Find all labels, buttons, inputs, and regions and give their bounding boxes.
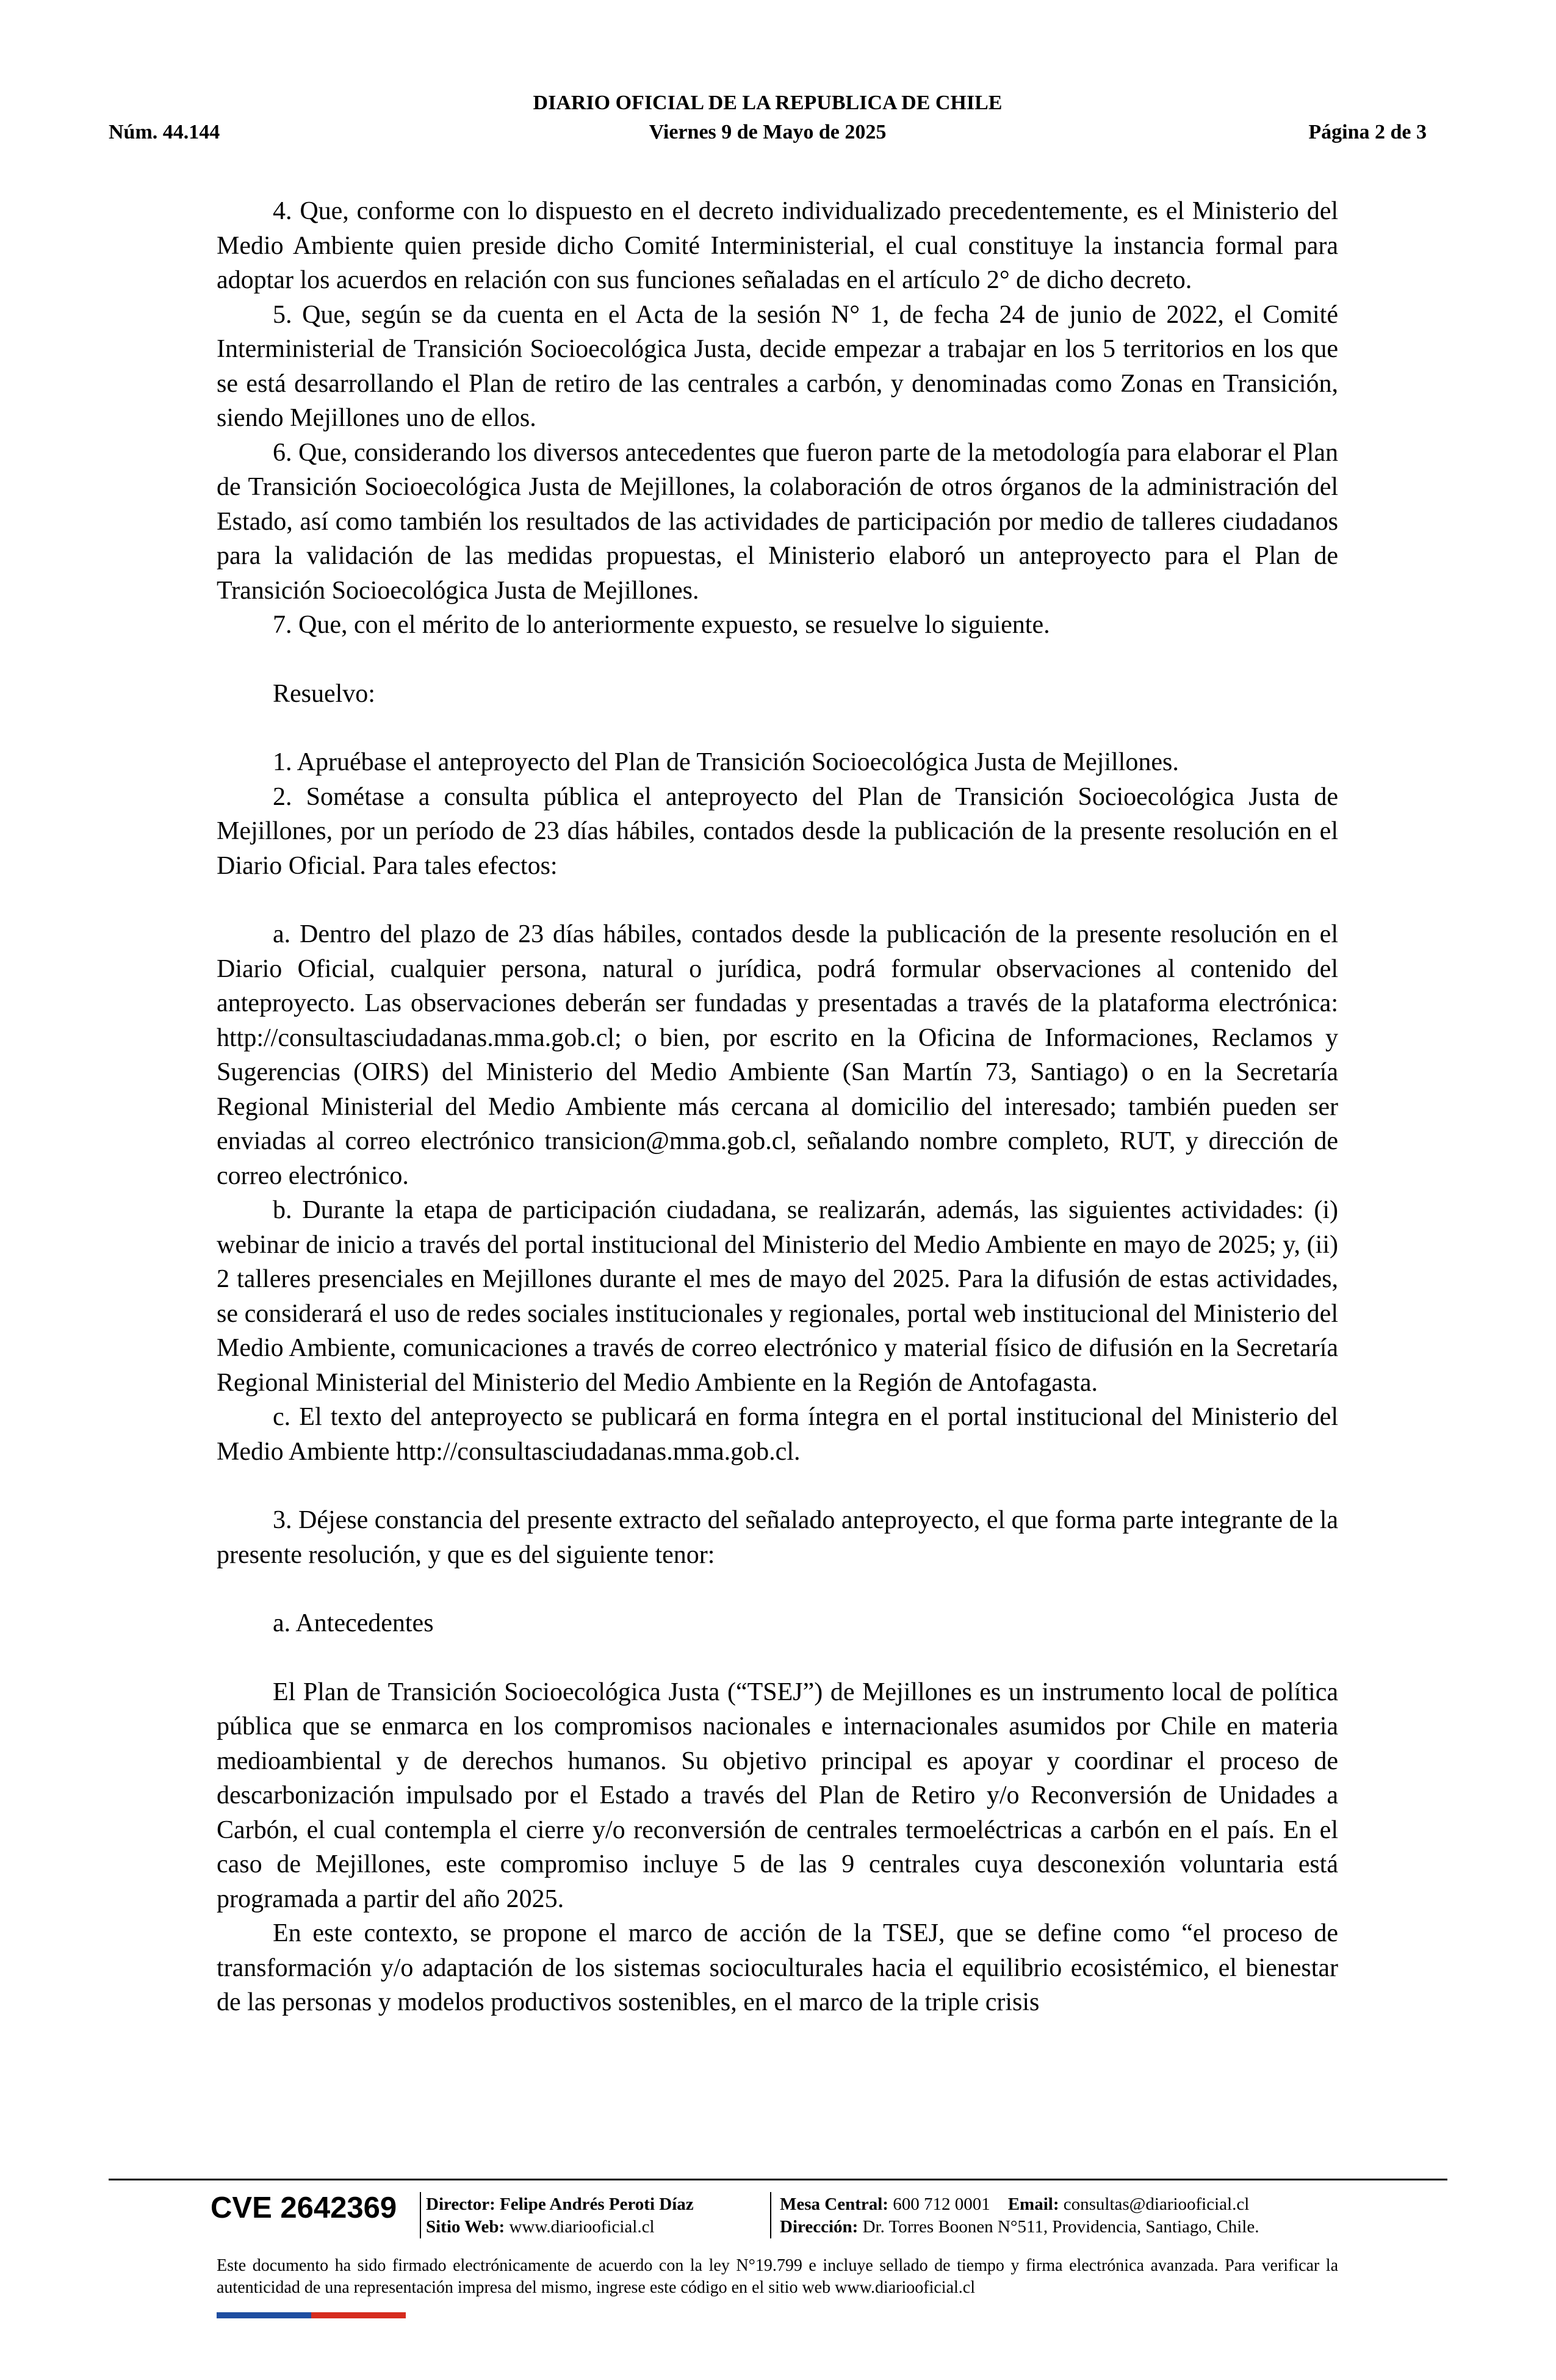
page-header (109, 92, 1427, 153)
footer-separator (770, 2192, 771, 2238)
publication-title: DIARIO OFICIAL DE LA REPUBLICA DE CHILE (533, 92, 1003, 114)
flag-bar-blue (217, 2312, 311, 2318)
page-number: Página 2 de 3 (1308, 121, 1427, 143)
cve-code: CVE 2642369 (211, 2191, 397, 2224)
paragraph-resuelvo: Resuelvo: (273, 679, 375, 708)
paragraph-considerando-6: 6. Que, considerando los diversos antecedentes que fueron parte de la metodología para elaborar el Plan de Transición Socioecológica Justa de Mejillones, la colaboración de otros órganos de la administración del Estado, así como también los resultados de las actividades de participación por medio de talleres ciudadanos para la validación de las medidas propuestas, el Ministerio elaboró un anteproyecto para el Plan de Transición Socioecológica Justa de Mejillones. (217, 438, 1338, 605)
issue-date: Viernes 9 de Mayo de 2025 (649, 121, 887, 143)
footer-divider (109, 2179, 1447, 2180)
footer-director-block (426, 2193, 694, 2238)
email-label: Email: (1007, 2194, 1059, 2214)
paragraph-resolucion-3: 3. Déjese constancia del presente extracto del señalado anteproyecto, el que forma parte integrante de la presente resolución, y que es del siguiente tenor: (217, 1506, 1338, 1569)
flag-bar-red (311, 2312, 406, 2318)
director-name: Felipe Andrés Peroti Díaz (500, 2194, 694, 2214)
footer-contact-block (780, 2193, 1259, 2238)
document-body (217, 194, 1338, 2020)
website-label: Sitio Web: (426, 2217, 505, 2237)
address-value: Dr. Torres Boonen N°511, Providencia, Santiago, Chile. (862, 2217, 1259, 2237)
issue-number: Núm. 44.144 (109, 121, 220, 143)
section-heading-antecedentes: a. Antecedentes (273, 1609, 434, 1637)
mesa-central-label: Mesa Central: (780, 2194, 888, 2214)
paragraph-antecedentes-2: En este contexto, se propone el marco de acción de la TSEJ, que se define como “el proceso de transformación y/o adaptación de los sistemas socioculturales hacia el equilibrio ecosistémico, el bienestar de las personas y modelos productivos sostenibles, en el marco de la triple crisis (217, 1919, 1338, 2016)
flag-color-bar (217, 2312, 406, 2318)
email-link[interactable]: consultas@diariooficial.cl (1063, 2194, 1250, 2214)
paragraph-resolucion-1: 1. Apruébase el anteproyecto del Plan de Transición Socioecológica Justa de Mejillones. (273, 748, 1179, 776)
mesa-central-phone: 600 712 0001 (893, 2194, 990, 2214)
footer-disclaimer: Este documento ha sido firmado electrónicamente de acuerdo con la ley N°19.799 e incluye sellado de tiempo y firma electrónica avanzada. Para verificar la autenticidad de una representación impresa del mismo, ingrese este código en el sitio web www.diariooficial.cl (217, 2256, 1338, 2297)
website-link[interactable]: www.diariooficial.cl (509, 2217, 655, 2237)
paragraph-resolucion-2: 2. Sométase a consulta pública el anteproyecto del Plan de Transición Socioecológica Justa de Mejillones, por un período de 23 días hábiles, contados desde la publicación de la presente resolución en el Diario Oficial. Para tales efectos: (217, 782, 1338, 880)
paragraph-item-b: b. Durante la etapa de participación ciudadana, se realizarán, además, las siguientes actividades: (i) webinar de inicio a través del portal institucional del Ministerio del Medio Ambiente en mayo de 2025; y, (ii) 2 talleres presenciales en Mejillones durante el mes de mayo del 2025. Para la difusión de estas actividades, se considerará el uso de redes sociales institucionales y regionales, portal web institucional del Ministerio del Medio Ambiente, comunicaciones a través de correo electrónico y material físico de difusión en la Secretaría Regional Ministerial del Ministerio del Medio Ambiente en la Región de Antofagasta. (217, 1196, 1338, 1397)
paragraph-considerando-5: 5. Que, según se da cuenta en el Acta de la sesión N° 1, de fecha 24 de junio de 2022, el Comité Interministerial de Transición Socioecológica Justa, decide empezar a trabajar en los 5 territorios en los que se está desarrollando el Plan de retiro de las centrales a carbón, y denominadas como Zonas en Transición, siendo Mejillones uno de ellos. (217, 300, 1338, 432)
paragraph-item-c: c. El texto del anteproyecto se publicará en forma íntegra en el portal institucional del Ministerio del Medio Ambiente http://consultasciudadanas.mma.gob.cl. (217, 1403, 1338, 1466)
paragraph-item-a: a. Dentro del plazo de 23 días hábiles, contados desde la publicación de la presente resolución en el Diario Oficial, cualquier persona, natural o jurídica, podrá formular observaciones al contenido del anteproyecto. Las observaciones deberán ser fundadas y presentadas a través de la plataforma electrónica: http://consultasciudadanas.mma.gob.cl; o bien, por escrito en la Oficina de Informaciones, Reclamos y Sugerencias (OIRS) del Ministerio del Medio Ambiente (San Martín 73, Santiago) o en la Secretaría Regional Ministerial del Medio Ambiente más cercana al domicilio del interesado; también pueden ser enviadas al correo electrónico transicion@mma.gob.cl, señalando nombre completo, RUT, y dirección de correo electrónico. (217, 920, 1338, 1190)
address-label: Dirección: (780, 2217, 859, 2237)
paragraph-considerando-4: 4. Que, conforme con lo dispuesto en el decreto individualizado precedentemente, es el Ministerio del Medio Ambiente quien preside dicho Comité Interministerial, el cual constituye la instancia formal para adoptar los acuerdos en relación con sus funciones señaladas en el artículo 2° de dicho decreto. (217, 197, 1338, 294)
paragraph-antecedentes-1: El Plan de Transición Socioecológica Justa (“TSEJ”) de Mejillones es un instrumento local de política pública que se enmarca en los compromisos nacionales e internacionales asumidos por Chile en materia medioambiental y de derechos humanos. Su objetivo principal es apoyar y coordinar el proceso de descarbonización impulsado por el Estado a través del Plan de Retiro y/o Reconversión de Unidades a Carbón, el cual contempla el cierre y/o reconversión de centrales termoeléctricas a carbón en el país. En el caso de Mejillones, este compromiso incluye 5 de las 9 centrales cuya desconexión voluntaria está programada a partir del año 2025. (217, 1678, 1338, 1913)
paragraph-considerando-7: 7. Que, con el mérito de lo anteriormente expuesto, se resuelve lo siguiente. (273, 611, 1050, 639)
footer-separator (420, 2192, 421, 2238)
director-label: Director: (426, 2194, 495, 2214)
